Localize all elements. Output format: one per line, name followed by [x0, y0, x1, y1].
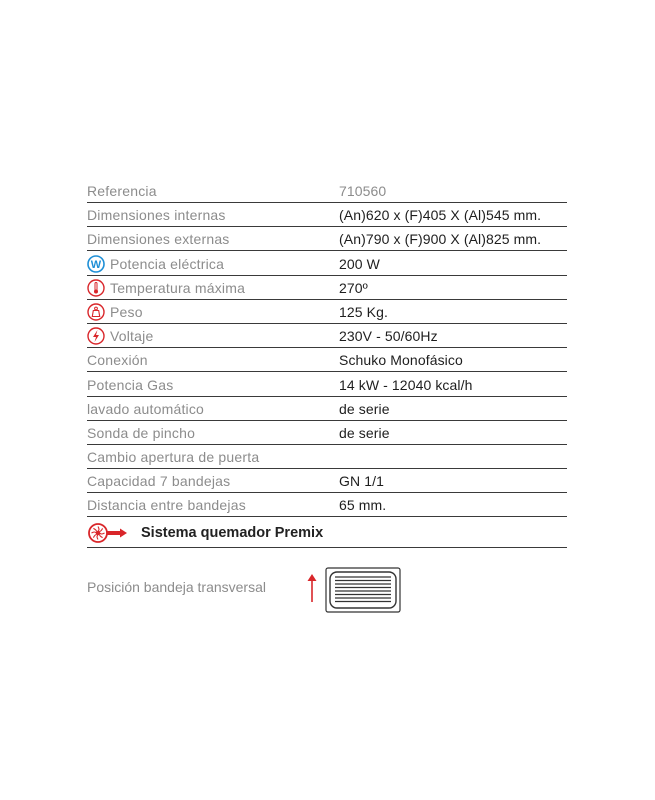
weight-icon: [87, 303, 105, 321]
svg-text:W: W: [90, 258, 102, 271]
spec-value: 200 W: [339, 255, 380, 272]
spec-row-distancia: [87, 494, 567, 517]
spec-label: Potencia Gas: [87, 376, 174, 393]
power-w-icon: [87, 255, 105, 273]
arrow-up-icon: [305, 572, 319, 604]
spec-value: 14 kW - 12040 kcal/h: [339, 376, 473, 393]
thermometer-icon: [87, 279, 105, 297]
tray-icon: [325, 567, 401, 613]
spec-value: 710560: [339, 183, 387, 199]
spec-label: Dimensiones externas: [87, 231, 230, 248]
spec-value: (An)620 x (F)405 X (Al)545 mm.: [339, 207, 542, 224]
spec-label: lavado automático: [87, 400, 205, 417]
spec-row-referencia: [87, 180, 567, 203]
spec-label: Referencia: [87, 183, 157, 199]
spec-value: GN 1/1: [339, 473, 384, 490]
spec-label: Conexión: [87, 352, 148, 369]
spec-label: Voltaje: [110, 328, 154, 345]
spec-value: 65 mm.: [339, 497, 387, 514]
spec-value: Schuko Monofásico: [339, 352, 463, 369]
spec-row-temperatura-maxima: [87, 277, 567, 300]
spec-row-dimensiones-externas: [87, 228, 567, 251]
spec-label: Dimensiones internas: [87, 207, 226, 224]
spec-label: Capacidad 7 bandejas: [87, 473, 231, 490]
spec-value: 230V - 50/60Hz: [339, 328, 438, 345]
spec-value: de serie: [339, 400, 390, 417]
spec-label: Sonda de pincho: [87, 424, 196, 441]
spec-value: 125 Kg.: [339, 303, 388, 320]
lightning-icon: [87, 327, 105, 345]
tray-position-label: Posición bandeja transversal: [87, 579, 266, 595]
burner-premix-icon: [87, 522, 137, 544]
premix-label: Sistema quemador Premix: [141, 525, 324, 542]
spec-row-peso: [87, 301, 567, 324]
premix-row: [87, 519, 567, 548]
spec-value: (An)790 x (F)900 X (Al)825 mm.: [339, 231, 542, 248]
spec-label: Temperatura máxima: [110, 279, 246, 296]
spec-row-lavado-automatico: [87, 398, 567, 421]
spec-row-capacidad: [87, 470, 567, 493]
spec-value: de serie: [339, 424, 390, 441]
spec-label: Peso: [110, 303, 143, 320]
spec-row-potencia-electrica: [87, 253, 567, 276]
spec-row-cambio-apertura: [87, 446, 567, 469]
spec-table: [87, 180, 567, 548]
spec-row-conexion: [87, 349, 567, 372]
spec-row-voltaje: [87, 325, 567, 348]
spec-label: Cambio apertura de puerta: [87, 449, 260, 466]
spec-value: 270º: [339, 279, 368, 296]
spec-label: Distancia entre bandejas: [87, 497, 246, 514]
spec-label: Potencia eléctrica: [110, 255, 225, 272]
spec-row-potencia-gas: [87, 374, 567, 397]
spec-row-dimensiones-internas: [87, 204, 567, 227]
spec-row-sonda-de-pincho: [87, 422, 567, 445]
